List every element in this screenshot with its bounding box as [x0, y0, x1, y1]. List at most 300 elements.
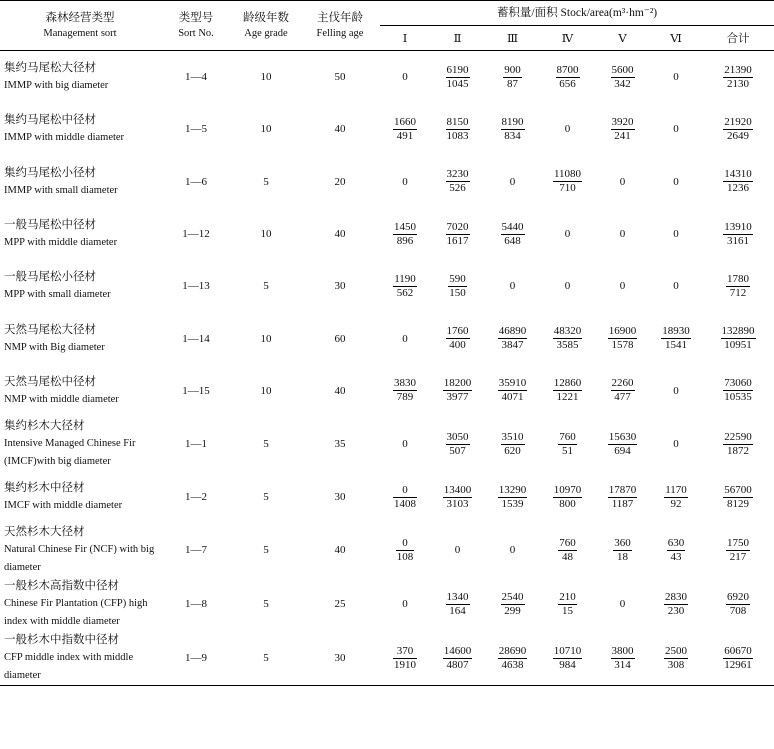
- header-sort: [160, 1, 232, 51]
- stock-value: 3800: [611, 644, 634, 657]
- stock-class-cell: [595, 156, 650, 208]
- stock-value: 6190: [446, 63, 469, 76]
- felling-age-cell: 40: [334, 544, 346, 557]
- stock-class-cell: [430, 523, 485, 577]
- area-value: 3977: [446, 391, 469, 404]
- stock-class-cell: [430, 51, 485, 104]
- management-type-en: IMCF with middle diameter: [4, 500, 123, 512]
- stock-area-fraction: [726, 591, 750, 618]
- stock-class-cell: [595, 631, 650, 686]
- area-value: 3585: [556, 339, 579, 352]
- stock-area-fraction: [664, 591, 688, 618]
- stock-class-cell: [430, 156, 485, 208]
- management-type-en: NMP with middle diameter: [4, 393, 119, 405]
- stock-class-cell: [650, 417, 702, 471]
- sort-no-cell: 1—15: [182, 384, 210, 397]
- stock-class-cell: [650, 365, 702, 417]
- management-type-cell: [0, 523, 160, 577]
- area-value: 648: [504, 234, 521, 247]
- stock-class-cell: [540, 51, 595, 104]
- management-type-en: MPP with small diameter: [4, 289, 111, 301]
- area-value: 710: [559, 182, 576, 195]
- stock-value: 13290: [498, 483, 527, 496]
- header-class-6: Ⅵ: [670, 33, 682, 45]
- felling-age-cell: 50: [334, 71, 346, 84]
- age-grade-cell: 10: [260, 71, 272, 84]
- stock-class-cell: [540, 631, 595, 686]
- area-value: 984: [559, 658, 576, 671]
- sort-no-cell: 1—6: [185, 175, 207, 188]
- stock-area-fraction: [498, 325, 528, 352]
- stock-class-cell: [485, 471, 540, 523]
- age-grade-cell: 5: [263, 491, 269, 504]
- header-stock-area: 蓄积量/面积 Stock/area(m³·hm⁻²): [380, 1, 774, 26]
- stock-area-fraction: [721, 325, 756, 352]
- stock-area-fraction: [393, 484, 417, 511]
- stock-class-cell: [430, 208, 485, 260]
- management-type-zh: 天然马尾松大径材: [4, 323, 96, 336]
- stock-class-cell: [650, 312, 702, 364]
- stock-class-cell: [540, 417, 595, 471]
- table-row: [0, 260, 774, 312]
- stock-value: 13910: [724, 220, 752, 233]
- stock-class-cell: [650, 577, 702, 631]
- stock-area-fraction: [723, 64, 753, 91]
- stock-area-fraction: [393, 377, 417, 404]
- stock-area-fraction: [613, 537, 632, 564]
- stock-value: 630: [667, 536, 685, 549]
- zero-value: 0: [673, 175, 679, 188]
- stock-value: 10970: [553, 483, 582, 496]
- header-management-en: Management sort: [43, 27, 117, 39]
- area-value: 400: [449, 339, 466, 352]
- management-type-zh: 天然杉木大径材: [4, 526, 85, 539]
- area-value: 43: [670, 550, 682, 563]
- area-value: 1539: [501, 497, 524, 510]
- header-felling-zh: 主伐年龄: [317, 11, 363, 24]
- area-value: 3103: [446, 497, 469, 510]
- stock-area-fraction: [446, 221, 470, 248]
- stock-value: 210: [559, 590, 576, 603]
- stock-area-fraction: [723, 431, 753, 458]
- management-type-cell: [0, 577, 160, 631]
- total-cell: [702, 365, 774, 417]
- management-type-en: IMMP with big diameter: [4, 80, 109, 92]
- stock-area-fraction: [664, 645, 688, 672]
- table-row: [0, 631, 774, 686]
- stock-class-cell: [485, 208, 540, 260]
- stock-class-cell: [595, 312, 650, 364]
- area-value: 507: [449, 444, 466, 457]
- zero-value: 0: [564, 123, 571, 136]
- table-row: [0, 51, 774, 104]
- stock-value: 1190: [394, 272, 416, 285]
- area-value: 694: [614, 444, 631, 457]
- zero-value: 0: [509, 175, 516, 188]
- stock-value: 2500: [665, 644, 687, 657]
- stock-area-fraction: [723, 645, 753, 672]
- table-row: [0, 365, 774, 417]
- stock-value: 3830: [394, 377, 416, 390]
- table-row: [0, 103, 774, 155]
- stock-value: 60670: [724, 644, 752, 657]
- total-cell: [702, 577, 774, 631]
- felling-age-cell: 40: [334, 384, 346, 397]
- stock-value: 360: [614, 536, 631, 549]
- stock-value: 1760: [446, 325, 469, 338]
- header-class-2: Ⅱ: [453, 33, 462, 45]
- area-value: 51: [562, 444, 573, 457]
- management-type-cell: [0, 260, 160, 312]
- stock-area-fraction: [558, 537, 577, 564]
- header-age-en: Age grade: [244, 27, 288, 39]
- stock-class-cell: [380, 417, 430, 471]
- total-cell: [702, 312, 774, 364]
- header-class-total: 合计: [726, 33, 750, 45]
- stock-area-fraction: [446, 431, 470, 458]
- area-value: 108: [396, 550, 414, 563]
- stock-class-cell: [595, 523, 650, 577]
- stock-value: 1780: [727, 272, 750, 285]
- stock-value: 3050: [446, 430, 469, 443]
- management-type-cell: [0, 417, 160, 471]
- stock-class-cell: [380, 103, 430, 155]
- stock-area-fraction: [443, 484, 473, 511]
- zero-value: 0: [402, 332, 408, 345]
- stock-value: 132890: [721, 325, 755, 338]
- stock-value: 15630: [608, 430, 637, 443]
- stock-class-cell: [430, 312, 485, 364]
- management-type-en: IMMP with middle diameter: [4, 132, 125, 144]
- stock-value: 28690: [498, 644, 527, 657]
- area-value: 562: [396, 286, 414, 299]
- stock-class-cell: [650, 631, 702, 686]
- stock-value: 760: [559, 536, 576, 549]
- stock-value: 21920: [724, 115, 752, 128]
- stock-area-fraction: [501, 431, 525, 458]
- stock-area-fraction: [661, 325, 691, 352]
- stock-value: 21390: [724, 63, 752, 76]
- stock-class-cell: [380, 312, 430, 364]
- stock-area-fraction: [611, 64, 635, 91]
- stock-value: 1750: [727, 536, 750, 549]
- total-cell: [702, 417, 774, 471]
- stock-value: 2830: [665, 590, 687, 603]
- area-value: 477: [614, 391, 631, 404]
- management-type-zh: 集约马尾松中径材: [4, 114, 96, 127]
- total-cell: [702, 631, 774, 686]
- management-type-zh: 集约马尾松大径材: [4, 62, 96, 75]
- management-type-cell: [0, 312, 160, 364]
- table-body: [0, 51, 774, 686]
- stock-class-cell: [650, 208, 702, 260]
- felling-age-cell: 25: [334, 598, 346, 611]
- stock-area-fraction: [608, 325, 638, 352]
- area-value: 1617: [446, 234, 469, 247]
- stock-value: 3230: [446, 168, 469, 181]
- zero-value: 0: [402, 175, 408, 188]
- area-value: 1221: [556, 391, 579, 404]
- zero-value: 0: [619, 175, 626, 188]
- stock-value: 7020: [446, 220, 469, 233]
- area-value: 1236: [727, 182, 750, 195]
- stock-area-fraction: [498, 377, 528, 404]
- stock-class-cell: [485, 577, 540, 631]
- area-value: 1045: [446, 77, 469, 90]
- area-value: 834: [504, 129, 521, 142]
- management-type-zh: 集约杉木大径材: [4, 420, 85, 433]
- sort-no-cell: 1—2: [185, 491, 207, 504]
- stock-class-cell: [540, 208, 595, 260]
- stock-value: 18930: [662, 325, 690, 338]
- sort-no-cell: 1—8: [185, 598, 207, 611]
- stock-class-cell: [380, 365, 430, 417]
- zero-value: 0: [673, 71, 679, 84]
- stock-class-cell: [380, 208, 430, 260]
- management-type-en: MPP with middle diameter: [4, 237, 118, 249]
- area-value: 4071: [501, 391, 524, 404]
- stock-value: 760: [559, 430, 576, 443]
- felling-age-cell: 40: [334, 123, 346, 136]
- area-value: 48: [562, 550, 573, 563]
- stock-value: 3510: [501, 430, 524, 443]
- area-value: 308: [667, 658, 685, 671]
- area-value: 92: [670, 497, 682, 510]
- area-value: 1187: [611, 497, 634, 510]
- stock-value: 35910: [498, 377, 527, 390]
- stock-class-cell: [540, 523, 595, 577]
- zero-value: 0: [673, 438, 679, 451]
- stock-area-fraction: [501, 116, 525, 143]
- header-class-4: Ⅳ: [561, 33, 574, 45]
- stock-area-fraction: [553, 645, 583, 672]
- stock-area-fraction: [553, 325, 583, 352]
- management-type-en: CFP middle index with middle diameter: [4, 652, 134, 682]
- stock-area-fraction: [723, 221, 753, 248]
- stock-class-cell: [380, 51, 430, 104]
- zero-value: 0: [673, 384, 679, 397]
- total-cell: [702, 51, 774, 104]
- management-type-cell: [0, 208, 160, 260]
- stock-value: 22590: [724, 430, 752, 443]
- felling-age-cell: 30: [334, 491, 346, 504]
- table-row: [0, 156, 774, 208]
- area-value: 1408: [394, 497, 416, 510]
- stock-class-cell: [430, 365, 485, 417]
- stock-class-cell: [430, 577, 485, 631]
- area-value: 12961: [724, 658, 752, 671]
- area-value: 150: [449, 286, 466, 299]
- area-value: 18: [617, 550, 628, 563]
- stock-value: 8190: [501, 115, 524, 128]
- stock-area-fraction: [608, 431, 638, 458]
- stock-area-fraction: [393, 116, 417, 143]
- stock-value: 1450: [394, 220, 416, 233]
- stock-value: 10710: [553, 644, 582, 657]
- area-value: 15: [562, 604, 573, 617]
- stock-class-cell: [650, 471, 702, 523]
- stock-area-fraction: [443, 377, 473, 404]
- zero-value: 0: [509, 280, 516, 293]
- stock-class-cell: [485, 51, 540, 104]
- age-grade-cell: 10: [260, 332, 272, 345]
- management-type-en: Chinese Fir Plantation (CFP) high index with middle diameter: [4, 598, 148, 628]
- stock-area-fraction: [556, 64, 580, 91]
- stock-area-fraction: [443, 645, 473, 672]
- area-value: 708: [729, 604, 747, 617]
- sort-no-cell: 1—14: [182, 332, 210, 345]
- header-age-grade: [232, 1, 300, 51]
- stock-class-cell: [650, 260, 702, 312]
- stock-class-cell: [380, 523, 430, 577]
- zero-value: 0: [619, 280, 626, 293]
- area-value: 800: [559, 497, 576, 510]
- area-value: 712: [729, 286, 747, 299]
- stock-class-cell: [595, 260, 650, 312]
- area-value: 87: [507, 77, 518, 90]
- management-type-cell: [0, 631, 160, 686]
- stock-value: 17870: [608, 483, 637, 496]
- stock-class-cell: [380, 156, 430, 208]
- area-value: 620: [504, 444, 521, 457]
- sort-no-cell: 1—13: [182, 280, 210, 293]
- total-cell: [702, 471, 774, 523]
- area-value: 1578: [611, 339, 634, 352]
- age-grade-cell: 10: [260, 123, 272, 136]
- stock-area-fraction: [723, 168, 753, 195]
- stock-area-fraction: [611, 116, 635, 143]
- age-grade-cell: 5: [232, 631, 300, 686]
- stock-area-fraction: [446, 325, 470, 352]
- stock-area-fraction: [393, 221, 417, 248]
- stock-class-cell: [430, 631, 485, 686]
- table-row: [0, 577, 774, 631]
- management-type-en: Natural Chinese Fir (NCF) with big diameter: [4, 544, 155, 574]
- stock-area-fraction: [501, 591, 525, 618]
- stock-class-cell: [485, 312, 540, 364]
- stock-area-fraction: [723, 484, 753, 511]
- stock-class-cell: [540, 260, 595, 312]
- stock-area-fraction: [553, 484, 583, 511]
- area-value: 2130: [727, 77, 750, 90]
- zero-value: 0: [673, 123, 679, 136]
- management-type-en: NMP with Big diameter: [4, 341, 105, 353]
- table-row: [0, 208, 774, 260]
- area-value: 299: [504, 604, 521, 617]
- stock-class-cell: [540, 365, 595, 417]
- stock-class-cell: [540, 577, 595, 631]
- area-value: 241: [614, 129, 631, 142]
- zero-value: 0: [619, 598, 626, 611]
- stock-area-fraction: [446, 168, 470, 195]
- stock-area-fraction: [667, 537, 686, 564]
- area-value: 10951: [724, 339, 752, 352]
- stock-area-fraction: [723, 377, 753, 404]
- stock-area-fraction: [608, 484, 638, 511]
- sort-no-cell: 1—5: [185, 123, 207, 136]
- management-type-cell: [0, 156, 160, 208]
- stock-area-fraction: [726, 537, 750, 564]
- stock-value: 5600: [611, 63, 634, 76]
- total-cell: [702, 208, 774, 260]
- stock-value: 1660: [394, 115, 416, 128]
- stock-class-cell: [595, 51, 650, 104]
- zero-value: 0: [402, 598, 408, 611]
- header-felling-age: [300, 1, 380, 51]
- area-value: 230: [667, 604, 685, 617]
- total-cell: [702, 260, 774, 312]
- zero-value: 0: [564, 228, 571, 241]
- stock-class-cell: [650, 156, 702, 208]
- sort-no-cell: 1—12: [182, 228, 210, 241]
- stock-class-cell: [540, 312, 595, 364]
- stock-class-cell: [380, 471, 430, 523]
- stock-value: 0: [393, 484, 417, 498]
- management-type-zh: 一般马尾松小径材: [4, 271, 96, 284]
- stock-class-cell: [485, 260, 540, 312]
- felling-age-cell: 60: [334, 332, 346, 345]
- area-value: 2649: [727, 129, 750, 142]
- stock-area-fraction: [553, 377, 583, 404]
- stock-area-fraction: [553, 168, 582, 195]
- stock-class-cell: [595, 365, 650, 417]
- zero-value: 0: [402, 71, 408, 84]
- header-age-zh: 龄级年数: [243, 11, 289, 24]
- stock-value: 590: [449, 272, 466, 285]
- table-row: [0, 417, 774, 471]
- area-value: 4807: [446, 658, 469, 671]
- stock-class-cell: [650, 51, 702, 104]
- header-class-5: Ⅴ: [618, 33, 627, 45]
- management-type-zh: 集约杉木中径材: [4, 482, 85, 495]
- stock-value: 16900: [608, 325, 637, 338]
- stock-value: 11080: [553, 168, 582, 181]
- header-felling-en: Felling age: [316, 27, 364, 39]
- area-value: 896: [396, 234, 414, 247]
- table-row: [0, 312, 774, 364]
- area-value: 342: [614, 77, 631, 90]
- stock-class-cell: [485, 417, 540, 471]
- age-grade-cell: 5: [263, 175, 269, 188]
- stock-area-fraction: [498, 645, 528, 672]
- sort-no-cell: 1—1: [185, 438, 207, 451]
- stock-class-cell: [430, 471, 485, 523]
- stock-area-fraction: [393, 645, 417, 672]
- age-grade-cell: 5: [263, 438, 269, 451]
- stock-class-cell: [485, 156, 540, 208]
- sort-no-cell: 1—4: [185, 71, 207, 84]
- stock-class-cell: [595, 103, 650, 155]
- stock-area-fraction: [558, 431, 577, 458]
- age-grade-cell: 5: [263, 544, 269, 557]
- area-value: 314: [614, 658, 631, 671]
- area-value: 1083: [446, 129, 469, 142]
- management-type-en: Intensive Managed Chinese Fir (IMCF)with big diameter: [4, 438, 136, 468]
- stock-value: 56700: [724, 483, 752, 496]
- management-type-cell: [0, 51, 160, 104]
- zero-value: 0: [509, 544, 516, 557]
- stock-area-fraction: [448, 273, 467, 300]
- stock-value: 14600: [443, 644, 472, 657]
- age-grade-cell: 10: [260, 228, 272, 241]
- area-value: 656: [559, 77, 576, 90]
- header-sort-zh: 类型号: [178, 11, 214, 24]
- stock-class-cell: [595, 208, 650, 260]
- stock-area-fraction: [393, 273, 417, 300]
- management-type-en: IMMP with small diameter: [4, 184, 118, 196]
- stock-area-fraction: [664, 484, 688, 511]
- area-value: 3847: [501, 339, 524, 352]
